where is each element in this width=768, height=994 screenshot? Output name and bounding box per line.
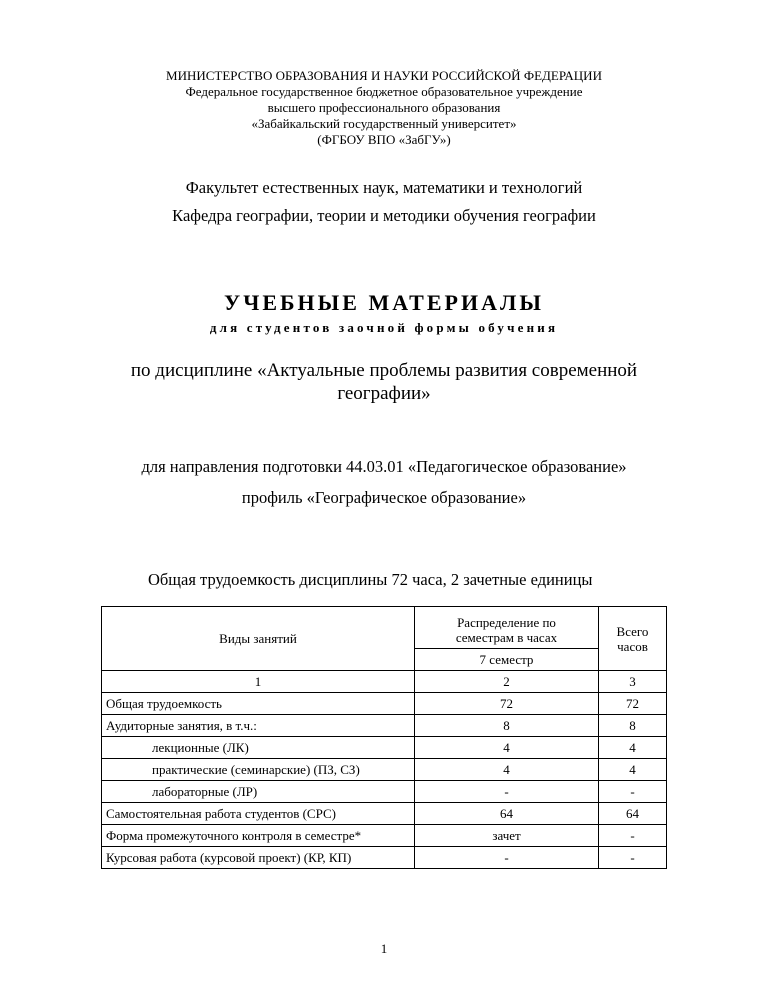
row-semester-value: 4 [415, 759, 599, 781]
institution-line-2: высшего профессионального образования [267, 100, 501, 115]
page-number: 1 [380, 941, 388, 956]
header-distribution-line-1: Распределение по [457, 614, 556, 630]
document-title: УЧЕБНЫЕ МАТЕРИАЛЫ [224, 290, 544, 315]
column-number: 2 [415, 671, 599, 693]
row-label: лекционные (ЛК) [102, 737, 415, 759]
row-semester-value: зачет [415, 825, 599, 847]
discipline-line-2: географии» [337, 383, 431, 404]
table-row [102, 825, 667, 847]
row-label: практические (семинарские) (ПЗ, СЗ) [102, 759, 415, 781]
row-label: Самостоятельная работа студентов (СРС) [102, 803, 415, 825]
ministry-name: МИНИСТЕРСТВО ОБРАЗОВАНИЯ И НАУКИ РОССИЙСКОЙ ФЕДЕРАЦИИ [166, 68, 602, 83]
row-total-value: - [599, 847, 667, 869]
row-total-value: 72 [599, 693, 667, 715]
institution-line-1: Федеральное государственное бюджетное образовательное учреждение [185, 84, 583, 99]
column-number: 3 [599, 671, 667, 693]
hours-table [101, 606, 667, 869]
table-row [102, 671, 667, 693]
row-semester-value: 64 [415, 803, 599, 825]
total-workload: Общая трудоемкость дисциплины 72 часа, 2 зачетные единицы [148, 570, 593, 589]
training-profile: профиль «Географическое образование» [241, 488, 527, 507]
document-subtitle: для студентов заочной формы обучения [209, 320, 559, 335]
table-row [102, 781, 667, 803]
row-label: Курсовая работа (курсовой проект) (КР, КП) [102, 847, 415, 869]
table-row [102, 737, 667, 759]
header-total-line-1: Всего [616, 623, 649, 639]
row-label: лабораторные (ЛР) [102, 781, 415, 803]
university-abbrev: (ФГБОУ ВПО «ЗабГУ») [317, 132, 451, 147]
row-semester-value: - [415, 781, 599, 803]
row-total-value: - [599, 825, 667, 847]
row-semester-value: 8 [415, 715, 599, 737]
discipline-line-1: по дисциплине «Актуальные проблемы развития современной [130, 360, 638, 381]
row-total-value: 8 [599, 715, 667, 737]
row-total-value: - [599, 781, 667, 803]
table-row [102, 759, 667, 781]
header-semester: 7 семестр [415, 649, 599, 671]
header-total-hours [599, 607, 667, 671]
header-activity-types: Виды занятий [102, 607, 415, 671]
row-total-value: 4 [599, 737, 667, 759]
row-semester-value: 72 [415, 693, 599, 715]
row-label: Аудиторные занятия, в т.ч.: [102, 715, 415, 737]
faculty-name: Факультет естественных наук, математики и технологий [185, 178, 583, 197]
row-semester-value: 4 [415, 737, 599, 759]
training-direction: для направления подготовки 44.03.01 «Педагогическое образование» [141, 457, 627, 476]
table-row [102, 693, 667, 715]
row-label: Форма промежуточного контроля в семестре* [102, 825, 415, 847]
row-total-value: 64 [599, 803, 667, 825]
university-name: «Забайкальский государственный университет» [251, 116, 517, 131]
column-number: 1 [102, 671, 415, 693]
department-name: Кафедра географии, теории и методики обучения географии [172, 206, 596, 225]
row-semester-value: - [415, 847, 599, 869]
header-distribution [415, 607, 599, 649]
row-total-value: 4 [599, 759, 667, 781]
header-total-line-2: часов [617, 638, 648, 654]
row-label: Общая трудоемкость [102, 693, 415, 715]
table-row [102, 715, 667, 737]
table-row [102, 847, 667, 869]
header-distribution-line-2: семестрам в часах [455, 629, 558, 645]
table-row [102, 803, 667, 825]
